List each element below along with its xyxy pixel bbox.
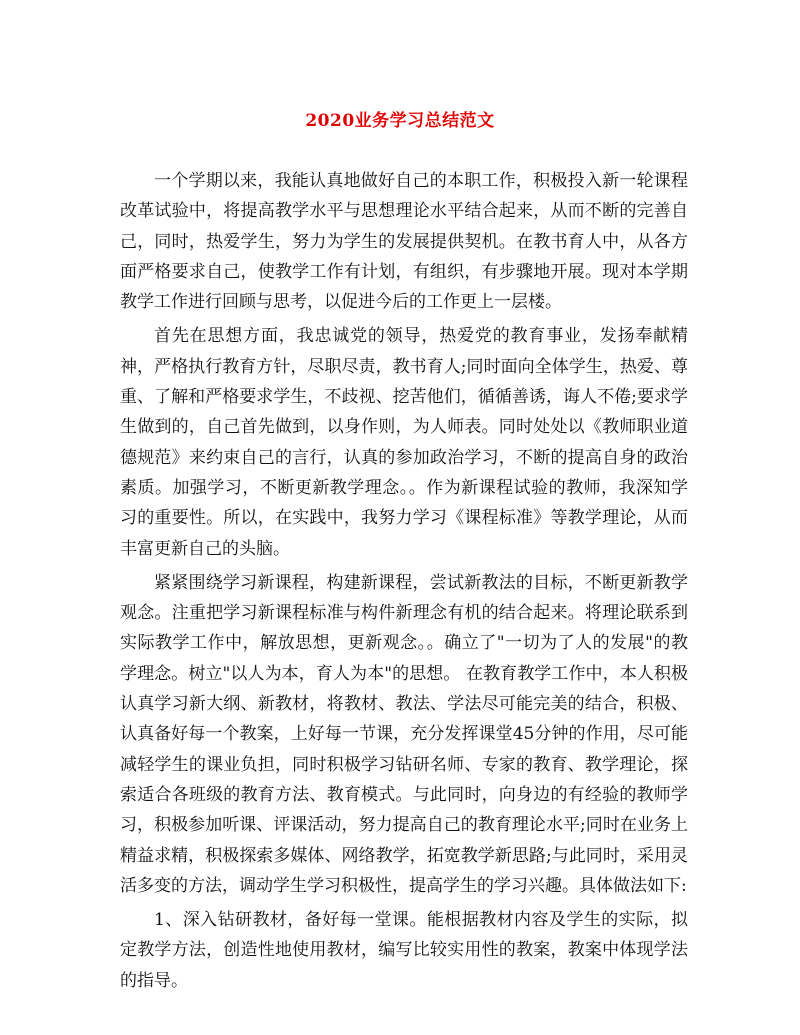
paragraph-1: 一个学期以来，我能认真地做好自己的本职工作，积极投入新一轮课程改革试验中，将提高教学水平与思想理论水平结合起来，从而不断的完善自己，同时，热爱学生，努力为学生的发展提供契机。在教书育人中，从各方面严格要求自己，使教学工作有计划，有组织，有步骤地开展。现对本学期教学工作进行回顾与思考，以促进今后的工作更上一层楼。 <box>120 171 688 313</box>
paragraph-2: 首先在思想方面，我忠诚党的领导，热爱党的教育事业，发扬奉献精神，严格执行教育方针，尽职尽责，教书育人;同时面向全体学生，热爱、尊重、了解和严格要求学生，不歧视、挖苦他们，循循善诱，诲人不倦;要求学生做到的，自己首先做到，以身作则，为人师表。同时处处以《教师职业道德规范》来约束自己的言行，认真的参加政治学习，不断的提高自身的政治素质。加强学习，不断更新教学理念。。作为新课程试验的教师，我深知学习的重要性。所以，在实践中，我努力学习《课程标准》等教学理论，从而丰富更新自己的头脑。 <box>120 326 688 559</box>
paragraph-3: 紧紧围绕学习新课程，构建新课程，尝试新教法的目标，不断更新教学观念。注重把学习新课程标准与构件新理念有机的结合起来。将理论联系到实际教学工作中，解放思想，更新观念。。确立了"一切为了人的发展"的教学理念。树立"以人为本，育人为本"的思想。 在教育教学工作中，本人积极认真学习新大纲、新教材，将教材、教法、学法尽可能完美的结合，积极、认真备好每一个教案，上好每一节课，充分发挥课堂45分钟的作用，尽可能减轻学生的课业负担，同时积极学习钻研名师、专家的教育、教学理论，探索适合各班级的教育方法、教育模式。与此同时，向身边的有经验的教师学习，积极参加听课、评课活动，努力提高自己的教育理论水平;同时在业务上精益求精，积极探索多媒体、网络教学，拓宽教学新思路;与此同时，采用灵活多变的方法，调动学生学习积极性，提高学生的学习兴趣。具体做法如下: <box>120 572 688 896</box>
document-body <box>120 166 688 1000</box>
document-title: 2020业务学习总结范文 <box>305 111 495 131</box>
paragraph-4: 1、深入钻研教材，备好每一堂课。能根据教材内容及学生的实际，拟定教学方法，创造性地使用教材，编写比较实用性的教案，教案中体现学法的指导。 <box>120 910 688 991</box>
